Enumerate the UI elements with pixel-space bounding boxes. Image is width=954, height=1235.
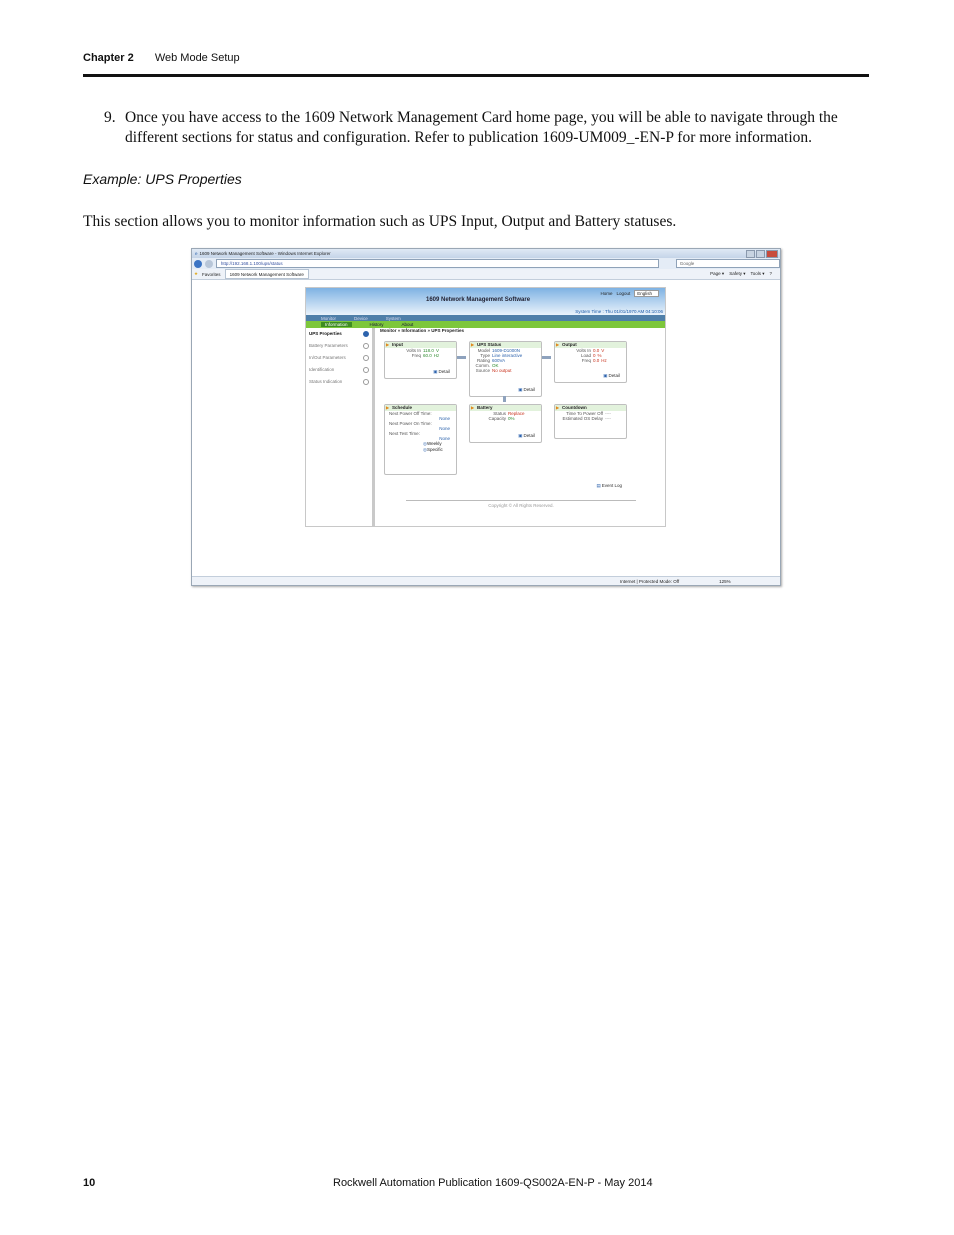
submenu-history[interactable]: History: [369, 322, 384, 327]
card-title: ▶ Countdown: [555, 405, 626, 411]
output-freq: 0.0: [593, 358, 600, 363]
sidebar-item-inout-parameters[interactable]: [306, 352, 372, 364]
intro-paragraph: This section allows you to monitor information such as UPS Input, Output and Battery statuses.: [83, 213, 677, 230]
back-icon[interactable]: [194, 260, 202, 268]
browser-statusbar: [192, 576, 780, 585]
field-label: Volts In: [406, 348, 421, 353]
search-field[interactable]: Google: [676, 259, 780, 268]
sidebar-item-label: Battery Parameters: [309, 343, 348, 348]
field-label: Load: [580, 353, 591, 358]
countdown-card: [554, 404, 627, 439]
battery-detail-link[interactable]: ▣ Detail: [518, 433, 535, 439]
input-detail-link[interactable]: ▣ Detail: [433, 369, 450, 375]
radio-icon: [363, 331, 369, 337]
page-number: 10: [83, 1177, 96, 1189]
step-9: [104, 108, 864, 148]
weekly-label: Weekly: [426, 441, 442, 446]
ups-status-card: [469, 341, 542, 397]
submenu-information[interactable]: Information: [321, 322, 352, 327]
browser-tab[interactable]: 1609 Network Management Software: [225, 269, 309, 279]
unit: Hz: [601, 358, 607, 363]
close-icon[interactable]: [766, 250, 778, 258]
sidebar-item-status-indication[interactable]: [306, 376, 372, 388]
sidebar-item-label: Status Indication: [309, 379, 343, 384]
field-label: Freq: [411, 353, 421, 358]
sidebar: [306, 328, 375, 526]
sidebar-item-label: Identification: [309, 367, 335, 372]
battery-status: Replace: [508, 411, 525, 416]
field-label: Model: [477, 348, 490, 353]
card-title: ▶ Battery: [470, 405, 541, 411]
card-title: ▶ Input: [385, 342, 456, 348]
specific-icon: ◎: [423, 447, 427, 452]
connector: [503, 396, 506, 402]
step-text: Once you have access to the 1609 Network Management Card home page, you will be able to navigate through the different sections for status and configuration. Refer to publication 1609-UM009_-EN-P for more information.: [125, 109, 838, 146]
card-title: ▶ Output: [555, 342, 626, 348]
field-label: Rating: [476, 358, 490, 363]
logout-link[interactable]: Logout: [616, 291, 631, 296]
output-card: [554, 341, 627, 383]
forward-icon[interactable]: [205, 260, 213, 268]
output-volts: 0.0: [593, 348, 600, 353]
sidebar-item-battery-parameters[interactable]: [306, 340, 372, 352]
favorites-bar: [192, 269, 780, 280]
unit: Hz: [433, 353, 440, 358]
address-bar: [192, 258, 780, 269]
schedule-off-label: Next Power Off Time:: [389, 411, 432, 416]
chapter-label: Chapter 2: [83, 52, 134, 64]
app-title: 1609 Network Management Software: [426, 297, 531, 303]
connector: [457, 356, 466, 359]
card-title: ▶ Schedule: [385, 405, 456, 411]
page-header: [83, 52, 240, 64]
ups-detail-link[interactable]: ▣ Detail: [518, 387, 535, 393]
card-title: ▶ UPS Status: [470, 342, 541, 348]
schedule-on-label: Next Power On Time:: [389, 421, 432, 426]
window-title: 1609 Network Management Software - Windows Internet Explorer: [199, 251, 331, 256]
browser-screenshot: [191, 248, 781, 586]
page-content: [192, 280, 780, 574]
unit: V: [435, 348, 439, 353]
step-number: 9.: [104, 109, 116, 126]
header-rule: [83, 74, 869, 77]
banner-links: [600, 290, 659, 297]
favorites-star-icon: ★: [194, 271, 199, 276]
unit: %: [597, 353, 602, 358]
schedule-on-value: None: [439, 426, 450, 431]
submenu-about[interactable]: About: [401, 322, 414, 327]
publication-info: Rockwell Automation Publication 1609-QS002A-EN-P - May 2014: [333, 1177, 653, 1189]
specific-link[interactable]: [385, 447, 456, 453]
system-time: System Time : Thu 01/01/1970 AM 04:10:06: [575, 309, 663, 314]
ie-icon: e: [195, 251, 198, 256]
nmc-app: [305, 287, 666, 527]
home-link[interactable]: Home: [600, 291, 613, 296]
main-panel: [380, 328, 660, 526]
ups-type: Line interactive: [492, 353, 523, 358]
countdown-delay: ----: [605, 416, 611, 421]
field-label: Status: [493, 411, 506, 416]
sub-menu: [306, 321, 665, 328]
sidebar-item-ups-properties[interactable]: [306, 328, 372, 340]
field-label: Freq: [581, 358, 591, 363]
weekly-icon: ◎: [423, 441, 427, 446]
radio-icon: [363, 355, 369, 361]
input-card: [384, 341, 457, 379]
connector: [542, 356, 551, 359]
radio-icon: [363, 343, 369, 349]
tools-menu[interactable]: Tools ▾: [750, 271, 765, 276]
example-heading: Example: UPS Properties: [83, 171, 242, 187]
copyright: Copyright © All Rights Reserved.: [406, 500, 636, 508]
specific-label: Specific: [426, 447, 443, 452]
input-volts: 118.0: [423, 348, 434, 353]
field-label: Type: [480, 353, 490, 358]
safety-menu[interactable]: Safety ▾: [729, 271, 746, 276]
menu-system[interactable]: System: [385, 315, 401, 321]
field-label: Estimated OS Delay: [562, 416, 603, 421]
section-label: Web Mode Setup: [154, 52, 240, 64]
unit: V: [601, 348, 605, 353]
output-detail-link[interactable]: ▣ Detail: [603, 373, 620, 379]
favorites-button[interactable]: Favorites: [202, 271, 221, 277]
window-controls: [746, 250, 778, 258]
language-select[interactable]: English: [634, 290, 659, 297]
menu-monitor[interactable]: Monitor: [321, 315, 337, 321]
output-load: 0: [593, 353, 596, 358]
sidebar-item-label: UPS Properties: [309, 331, 342, 336]
field-label: Comm.: [475, 363, 490, 368]
window-titlebar: [192, 249, 780, 258]
event-log-link[interactable]: ▤ Event Log: [596, 483, 622, 489]
breadcrumb: Monitor » Information » UPS Properties: [380, 328, 465, 333]
command-bar: [710, 271, 772, 277]
ups-rating: 600VA: [492, 358, 506, 363]
schedule-off-value: None: [439, 416, 450, 421]
sidebar-item-label: In/Out Parameters: [309, 355, 346, 360]
menu-device[interactable]: Device: [354, 315, 368, 321]
ups-comm: OK: [492, 363, 499, 368]
zoom-level[interactable]: 125%: [719, 578, 731, 584]
input-freq: 60.0: [423, 353, 432, 358]
sidebar-item-identification[interactable]: [306, 364, 372, 376]
app-banner: [306, 288, 665, 315]
schedule-test-label: Next Test Time:: [389, 431, 420, 436]
url-field[interactable]: http://192.168.1.100/ups/status: [216, 259, 659, 268]
radio-icon: [363, 367, 369, 373]
field-label: Source: [475, 368, 490, 373]
battery-card: [469, 404, 542, 443]
ups-source: No output: [492, 368, 512, 373]
field-label: Time To Power Off: [566, 411, 603, 416]
radio-icon: [363, 379, 369, 385]
field-label: Volts In: [576, 348, 591, 353]
battery-capacity: 0%: [508, 416, 515, 421]
schedule-test-value: None: [439, 436, 450, 441]
help-menu[interactable]: ?: [769, 271, 772, 276]
maximize-icon[interactable]: [756, 250, 765, 258]
countdown-off: ----: [605, 411, 611, 416]
minimize-icon[interactable]: [746, 250, 755, 258]
page-menu[interactable]: Page ▾: [710, 271, 725, 276]
field-label: Capacity: [488, 416, 506, 421]
ups-model: 1609-D1000N: [492, 348, 521, 353]
schedule-card: [384, 404, 457, 475]
zone-indicator: Internet | Protected Mode: Off: [620, 578, 680, 584]
